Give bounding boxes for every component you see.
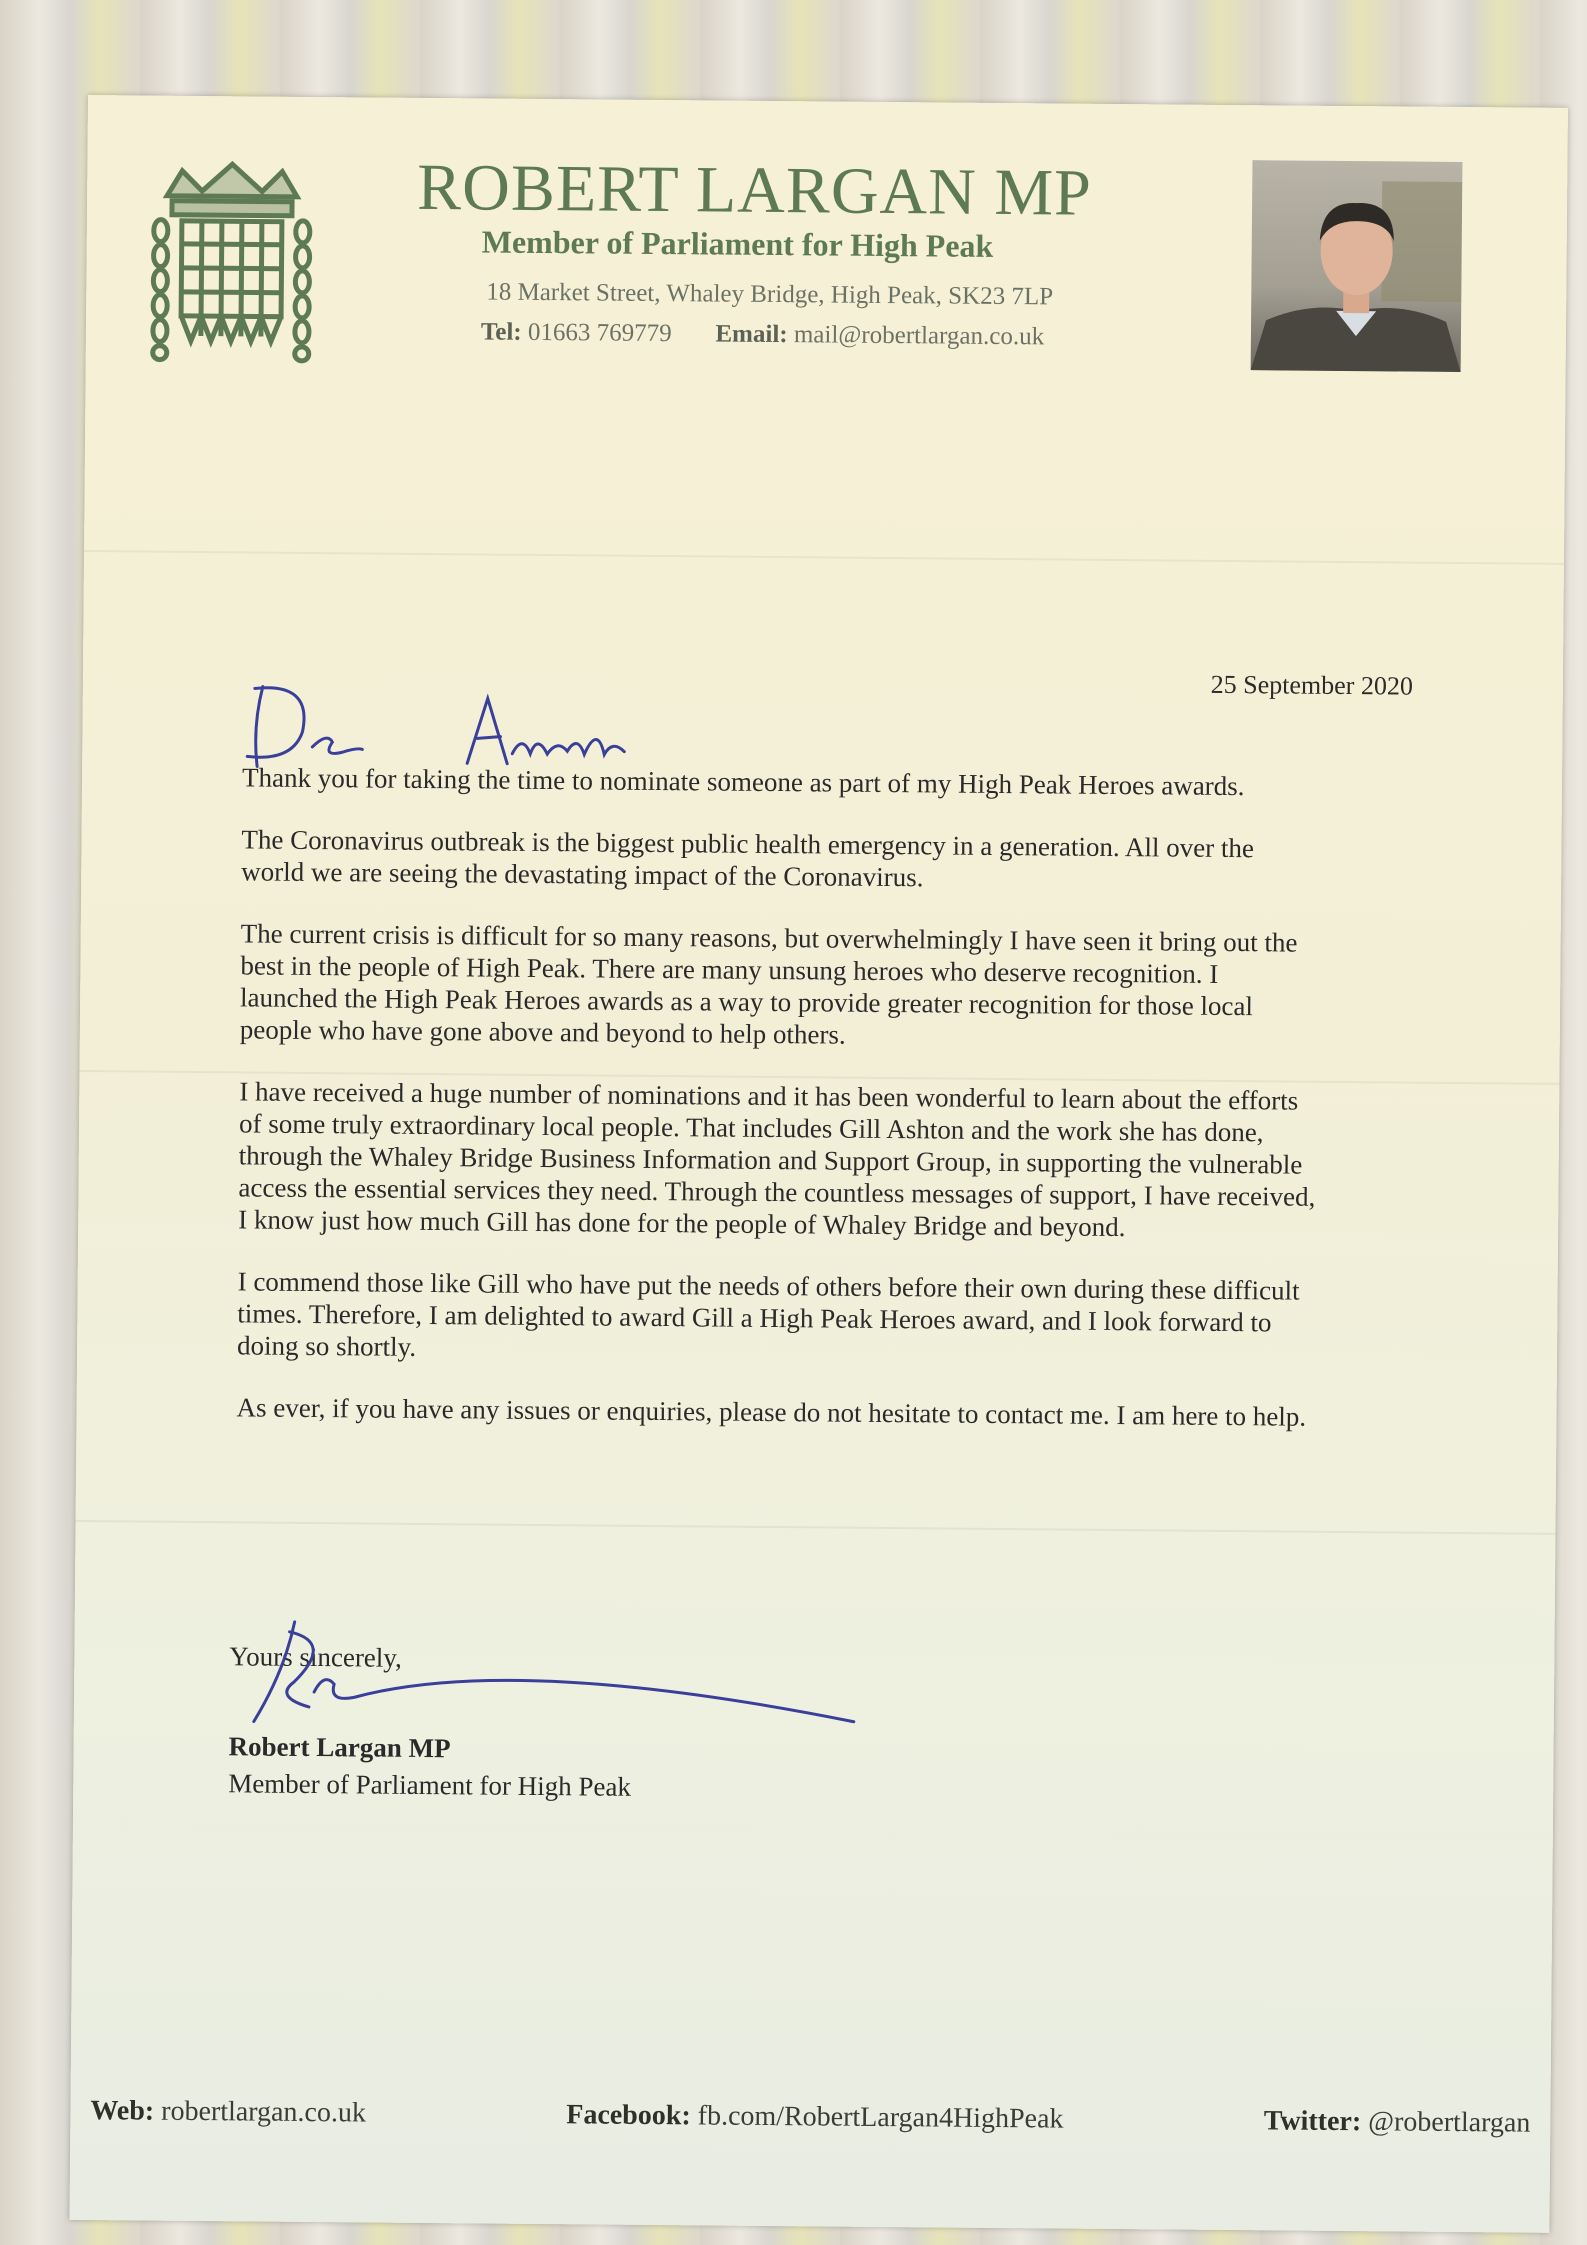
paragraph: I commend those like Gill who have put the needs of others before their own during these difficult times. Therefore, I am delighted to award Gill a High Peak Heroes award, and I look forward to doing so shortly.: [236, 1266, 1300, 1362]
footer-facebook: [566, 2099, 1063, 2135]
portcullis-crest-icon: [146, 156, 318, 367]
paragraph: The current crisis is difficult for so many reasons, but overwhelmingly I have seen it bring out the best in the people of High Peak. There are many unsung heroes who deserve recognition. I launched the High Peak Heroes awards as a way to provide greater recognition for those local people who have gone above and beyond to help others.: [239, 918, 1298, 1050]
letterhead-address: 18 Market Street, Whaley Bridge, High Peak, SK23 7LP: [486, 278, 1054, 311]
footer: [90, 2095, 1530, 2140]
email-value: mail@robertlargan.co.uk: [793, 321, 1045, 351]
signatory-name: Robert Largan MP: [228, 1731, 451, 1764]
email-label: Email:: [715, 320, 788, 349]
letterhead-name: ROBERT LARGAN MP: [416, 150, 1093, 230]
footer-twitter: [1264, 2105, 1531, 2139]
paragraph: As ever, if you have any issues or enquiries, please do not hesitate to contact me. I am here to help.: [236, 1392, 1307, 1432]
portrait-photo: [1251, 160, 1463, 372]
portrait-figure: [1251, 160, 1463, 372]
handwritten-signature: [214, 1611, 915, 1747]
closing: Yours sincerely,: [229, 1641, 403, 1673]
web-label: Web:: [90, 2095, 155, 2127]
web-value: robertlargan.co.uk: [161, 2095, 367, 2129]
tel-label: Tel:: [480, 318, 522, 346]
fold-line: [76, 1520, 1556, 1535]
facebook-value: fb.com/RobertLargan4HighPeak: [697, 2100, 1064, 2135]
fold-line: [84, 550, 1564, 565]
signatory-role: Member of Parliament for High Peak: [228, 1768, 632, 1802]
twitter-label: Twitter:: [1263, 2105, 1362, 2138]
tel-value: 01663 769779: [527, 318, 672, 348]
letter-date: 25 September 2020: [1210, 669, 1414, 701]
paragraph: The Coronavirus outbreak is the biggest public health emergency in a generation. All over the world we are seeing the devastating impact of the Coronavirus.: [241, 824, 1255, 893]
letterhead-constituency: Member of Parliament for High Peak: [481, 223, 994, 264]
paragraph: I have received a huge number of nominations and it has been wonderful to learn about the efforts of some truly extraordinary local people. That includes Gill Ashton and the work she has done, through the Whaley Bridge Business Information and Support Group, in supporting the vulnerable access the essential services they need. Through the countless messages of support, I have received, I know just how much Gill has done for the people of Whaley Bridge and beyond.: [238, 1076, 1316, 1243]
letter-body: [236, 761, 1322, 1462]
paragraph: Thank you for taking the time to nominate someone as part of my High Peak Heroes awards.: [241, 762, 1245, 802]
letter-sheet: [69, 95, 1567, 2233]
letterhead-contact: [481, 318, 1201, 352]
facebook-label: Facebook:: [566, 2099, 691, 2132]
twitter-value: @robertlargan: [1368, 2106, 1531, 2139]
footer-web: [90, 2095, 366, 2129]
